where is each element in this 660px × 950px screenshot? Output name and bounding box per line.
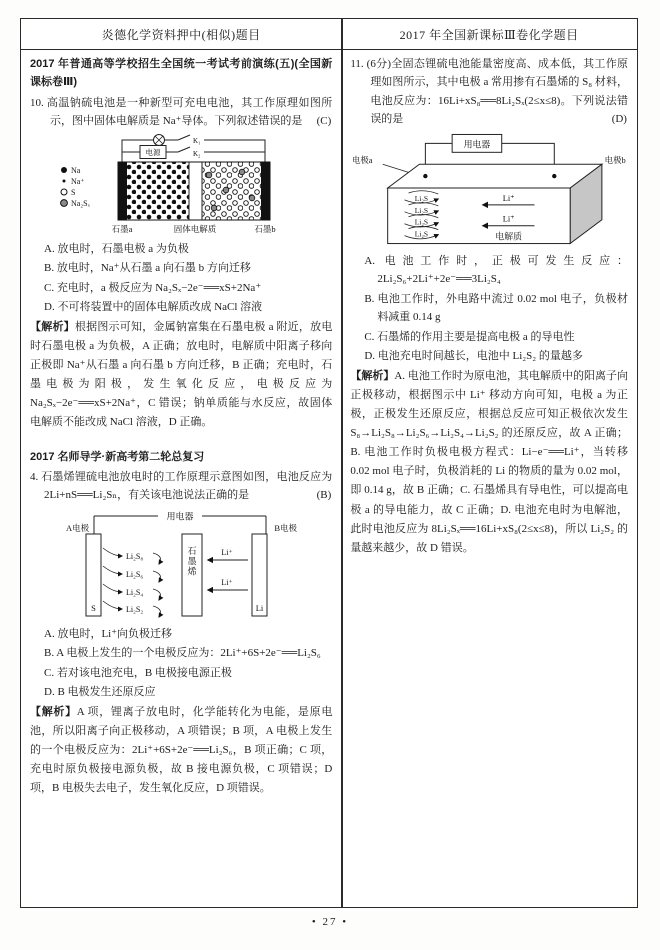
power-source-label: 电源 [145, 147, 161, 157]
answer-letter-q11: (D) [611, 113, 627, 126]
table-header-row [21, 19, 637, 50]
sulfur-material-label: S [90, 602, 96, 613]
analysis-text-q4: A 项，锂离子放电时，化学能转化为电能，是原电池，所以阳离子向正极移动，A 项错误；B 项，A 电极上发生的一个电极反应为：2Li⁺+6S+2e⁻══Li₂S₆，B 项正确；C 项，充电时原负极接电源负极，故 B 接电源负极，C 项错误；D 项，B 电极失去电子，发生氧化反应，D 项错误。 [30, 705, 333, 795]
legend-na2sx-label: Na₂Sₓ [71, 198, 91, 208]
electrode-a-label: A电极 [65, 522, 89, 533]
swirl-species-label: Li₂S [415, 229, 429, 239]
option-q10-d: D. 不可将装置中的固体电解质改成 NaCl 溶液 [44, 301, 263, 314]
analysis-text-q11: A. 电池工作时为原电池，其电解质中的阳离子向正极移动，根据图示中 Li⁺ 移动方向可知，电极 a 为正极，正极发生还原反应，根据总反应可知正极依次发生 S₈→Li₂S₈→Li₂S₆→Li₂S₄→Li₂S₂ 的还原反应，故 A 正确；B. 电池工作时负极电极方程式：Li−e⁻══Li⁺，当转移 0.02 mol 电子时，负极消耗的 Li 的物质的量为 0.02 mol，即 0.14 g，故 B 正确；C. 石墨烯具有导电性，可以提高电极 a 的导电能力，故 C 正确；D. 电池充电时为电解池，此时电池反应为 8Li₂Sₓ══16Li+xS₈(2≤x≤8)，所以 Li₂S₂ 的量越来越少，故 D 错误。 [350, 369, 628, 554]
li-ion-label: Li⁺ [220, 547, 233, 557]
li-ion-label: Li⁺ [220, 577, 233, 587]
graphite-b-label: 石墨b [254, 223, 276, 234]
electrode-a-contact-dot [423, 174, 427, 178]
question-text-q10: 10. 高温钠硫电池是一种新型可充电电池，其工作原理如图所示，图中固体电解质是 Na⁺导体。下列叙述错误的是 [30, 96, 333, 128]
question-text-q11: 11. (6分)全固态锂硫电池能量密度高、成本低，其工作原理如图所示，其中电极 a 常用掺有石墨烯的 S₈ 材料，电池反应为：16Li+xS₈══8Li₂Sₓ(2≤x≤8)。下列说法错误的是 [350, 58, 628, 126]
na2sx-dot-icon [61, 199, 68, 206]
option-q4-a: A. 放电时，Li⁺向负极迁移 [44, 627, 173, 640]
header-left-title: 炎德化学资料押中(相似)题目 [101, 27, 261, 42]
content-columns [21, 49, 637, 907]
species-li2s4-label: Li₂S₄ [125, 587, 143, 597]
cell-top-face [388, 164, 602, 188]
section-title-review-book: 2017 名师导学·新高考第二轮总复习 [30, 450, 205, 463]
electrolyte-label: 电解质 [495, 231, 523, 242]
species-li2s6-label: Li₂S₆ [125, 569, 143, 579]
electrode-b-label: B电极 [273, 522, 297, 533]
right-column [341, 49, 637, 907]
switch-k1-label: K₁ [193, 136, 201, 145]
polysulfide-cascade [103, 548, 161, 617]
page-number: • 27 • [311, 916, 349, 928]
analysis-label: 【解析】 [30, 320, 75, 333]
figure-circuit [122, 134, 265, 162]
lithium-material-label: Li [255, 602, 263, 613]
swirl-species-label: Li₂S [415, 217, 429, 227]
option-q10-c: C. 充电时，a 极反应为 Na₂Sₓ−2e⁻══xS+2Na⁺ [44, 281, 262, 294]
na-dot-icon [61, 167, 67, 173]
switch-k1-blade [178, 135, 190, 140]
switch-k2-label: K₂ [193, 149, 201, 158]
analysis-q11 [350, 367, 628, 558]
option-q4-c: C. 若对该电池充电，B 电极接电源正极 [44, 666, 232, 679]
option-q4-d: D. B 电极发生还原反应 [44, 686, 156, 699]
battery-cell [118, 162, 270, 220]
analysis-label: 【解析】 [30, 705, 77, 718]
li-ion-arrows [208, 548, 248, 590]
solid-electrolyte-strip [189, 162, 202, 220]
switch-k2-blade [178, 147, 190, 152]
question-stem-q10 [30, 94, 332, 131]
na-s-battery-figure [56, 134, 306, 236]
s-compartment [202, 162, 261, 220]
species-li2s8-label: Li₂S₈ [125, 551, 143, 561]
option-q10-b: B. 放电时，Na⁺从石墨 a 向石墨 b 方向迁移 [44, 262, 251, 275]
option-q11-d: D. 电池充电时间越长，电池中 Li₂S₂ 的量越多 [364, 350, 583, 363]
appliance-label: 用电器 [463, 139, 491, 150]
page-frame [20, 18, 638, 908]
graphite-a-electrode [118, 162, 127, 220]
electrode-a-label: 电极a [352, 155, 373, 166]
electrode-b-contact-dot [552, 174, 556, 178]
analysis-label: 【解析】 [350, 369, 395, 382]
analysis-q4 [30, 703, 332, 799]
figure-q10-container [30, 134, 332, 236]
species-li2s2-label: Li₂S₂ [125, 604, 143, 614]
figure-legend [61, 166, 91, 208]
na-compartment [127, 162, 189, 220]
s-circle-icon [61, 189, 67, 195]
option-q4-b: B. A 电极上发生的一个电极反应为：2Li⁺+6S+2e⁻══Li₂S₆ [44, 647, 321, 660]
swirl-species-label: Li₂S [415, 205, 429, 215]
electrode-b-label: 电极b [604, 155, 627, 166]
header-right-title: 2017 年全国新课标Ⅲ卷化学题目 [399, 27, 579, 42]
solid-electrolyte-label: 固体电解质 [173, 223, 217, 234]
option-q11-b: B. 电池工作时，外电路中流过 0.02 mol 电子，负极材料减重 0.14 g [364, 292, 628, 324]
na-ion-dot-icon [63, 179, 66, 182]
question-stem-q4 [30, 468, 332, 505]
figure-q4-container [30, 508, 332, 621]
left-column [21, 49, 341, 907]
option-q11-c: C. 石墨烯的作用主要是提高电极 a 的导电性 [364, 330, 575, 343]
answer-letter-q4: (B) [316, 489, 332, 502]
option-q11-a: A. 电池工作时，正极可发生反应：2Li₂S₆+2Li⁺+2e⁻══3Li₂S₄ [364, 254, 628, 286]
graphene-label: 石墨烯 [187, 545, 197, 577]
analysis-text-q10: 根据图示可知，金属钠富集在石墨电极 a 附近，放电时石墨电极 a 为负极，A 正确；放电时，电解质中阳离子移向正极即 Na⁺从石墨 a 向石墨 b 方向迁移，B 正确；充电时，石墨电极为阳极，发生氧化反应，电极反应为 Na₂Sₓ−2e⁻══xS+2Na⁺，C 错误；钠单质能与水反应，故固体电解质不能改成 NaCl 溶液，D 正确。 [30, 320, 333, 429]
legend-s-label: S [71, 187, 76, 197]
legend-na-label: Na [71, 165, 81, 175]
analysis-q10 [30, 318, 332, 433]
graphite-b-electrode [261, 162, 270, 220]
legend-na-ion-label: Na⁺ [71, 176, 85, 186]
appliance-label: 用电器 [166, 511, 194, 522]
swirl-species-label: Li₂S [415, 193, 429, 203]
question-stem-q11 [350, 55, 628, 129]
solid-state-battery-figure [350, 132, 628, 248]
li-s-graphene-battery-figure [64, 508, 299, 621]
answer-letter-q10: (C) [316, 115, 332, 128]
question-text-q4: 4. 石墨烯锂硫电池放电时的工作原理示意图如图，电池反应为 2Li+nS══Li₂Sₙ，有关该电池说法正确的是 [30, 470, 333, 502]
graphite-a-label: 石墨a [111, 223, 133, 234]
li-ion-label: Li⁺ [503, 192, 515, 203]
option-q10-a: A. 放电时，石墨电极 a 为负极 [44, 242, 189, 255]
section-title-mock-exam: 2017 年普通高等学校招生全国统一考试考前演练(五)(全国新课标卷Ⅲ) [30, 58, 333, 89]
figure-q11-container [350, 132, 628, 248]
li-ion-label: Li⁺ [503, 213, 515, 224]
